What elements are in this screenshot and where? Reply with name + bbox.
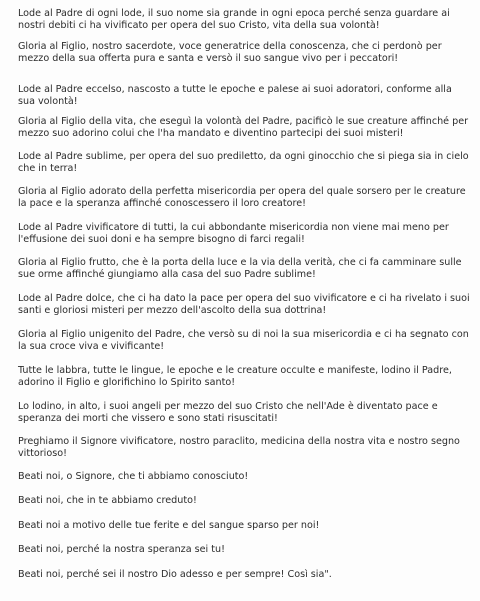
paragraph-14: Beati noi, o Signore, che ti abbiamo conosciuto! [18,471,249,482]
paragraph-16: Beati noi a motivo delle tue ferite e del sangue sparso per noi! [18,520,320,531]
paragraph-15: Beati noi, che in te abbiamo creduto! [18,495,197,506]
paragraph-3: Lode al Padre eccelso, nascosto a tutte le epoche e palese ai suoi adoratori, conforme alla sua volontà! [18,84,452,107]
paragraph-9: Lode al Padre dolce, che ci ha dato la pace per opera del suo vivificatore e ci ha rivelato i suoi santi e gloriosi misteri per mezzo dell'ascolto della sua dottrina! [18,293,470,316]
paragraph-13: Preghiamo il Signore vivificatore, nostro paraclito, medicina della nostra vita e nostro segno vittorioso! [18,436,460,459]
paragraph-8: Gloria al Figlio frutto, che è la porta della luce e la via della verità, che ci fa camminare sulle sue orme affinché giungiamo alla casa del suo Padre sublime! [18,257,462,280]
paragraph-12: Lo lodino, in alto, i suoi angeli per mezzo del suo Cristo che nell'Ade è diventato pace e speranza dei morti che vissero e sono stati risuscitati! [18,401,438,424]
paragraph-18: Beati noi, perché sei il nostro Dio adesso e per sempre! Così sia". [18,569,332,580]
paragraph-10: Gloria al Figlio unigenito del Padre, che versò su di noi la sua misericordia e ci ha segnato con la sua croce viva e vivificante! [18,329,469,352]
paragraph-4: Gloria al Figlio della vita, che eseguì la volontà del Padre, pacificò le sue creature affinché per mezzo suo adorino colui che l'ha mandato e diventino partecipi dei suoi misteri! [18,116,469,139]
paragraph-5: Lode al Padre sublime, per opera del suo prediletto, da ogni ginocchio che si piega sia in cielo che in terra! [18,151,469,174]
paragraph-17: Beati noi, perché la nostra speranza sei tu! [18,544,225,555]
paragraph-1: Lode al Padre di ogni lode, il suo nome sia grande in ogni epoca perché senza guardare ai nostri debiti ci ha vivificato per opera del suo Cristo, vita della sua volontà! [18,8,450,31]
paragraph-2: Gloria al Figlio, nostro sacerdote, voce generatrice della conoscenza, che ci perdonò per mezzo della sua offerta pura e santa e versò il suo sangue vivo per i peccatori! [18,41,442,64]
paragraph-6: Gloria al Figlio adorato della perfetta misericordia per opera del quale sorsero per le creature la pace e la speranza affinché conoscessero il loro creatore! [18,186,466,209]
paragraph-11: Tutte le labbra, tutte le lingue, le epoche e le creature occulte e manifeste, lodino il Padre, adorino il Figlio e glorifichino lo Spirito santo! [18,365,452,388]
paragraph-7: Lode al Padre vivificatore di tutti, la cui abbondante misericordia non viene mai meno per l'effusione dei suoi doni e ha sempre bisogno di farci regali! [18,222,449,245]
